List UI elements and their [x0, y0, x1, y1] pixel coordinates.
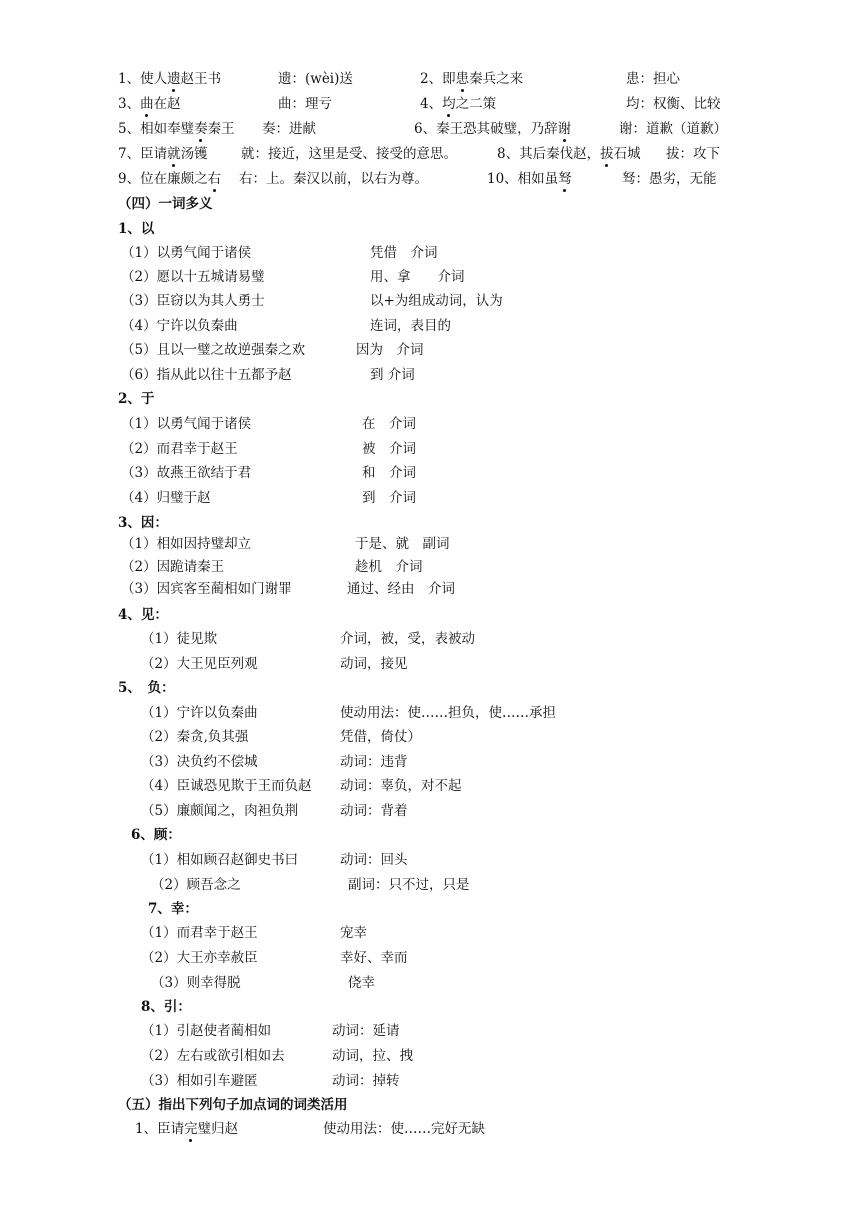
meaning: 动词：延请	[332, 1023, 400, 1039]
example-sentence: （3）因宾客至蔺相如门谢罪	[121, 581, 292, 597]
vocab-gloss: 奏：进献	[262, 121, 316, 137]
meaning: 用、拿 介词	[370, 269, 465, 285]
emphasis-dot-char: 就	[167, 146, 181, 162]
meaning: 动词：违背	[340, 754, 408, 770]
vocab-gloss: 右：上。秦汉以前，以右为尊。	[239, 171, 428, 187]
vocab-sentence: 9、位在廉颇之右	[118, 171, 222, 187]
vocab-gloss: 遗：(wèi)送	[278, 71, 353, 87]
emphasis-dot-char: 右	[207, 171, 222, 187]
group-heading: 8、引：	[141, 999, 191, 1015]
example-sentence: （5）且以一璧之故逆强秦之欢	[121, 342, 306, 358]
example-sentence: （3）决负约不偿城	[141, 754, 258, 770]
meaning: 于是、就 副词	[355, 536, 450, 552]
example-sentence: （1）而君幸于赵王	[141, 925, 258, 941]
vocab-gloss: 就：接近，这里是受、接受的意思。	[241, 146, 457, 162]
example-sentence: （1）宁许以负秦曲	[141, 705, 258, 721]
meaning: 介词，被，受，表被动	[340, 631, 475, 647]
example-sentence: （1）以勇气闻于诸侯	[121, 416, 252, 432]
vocab-gloss: 拔：攻下	[666, 146, 720, 162]
emphasis-dot-char: 拔	[600, 146, 614, 162]
emphasis-dot-char: 谢	[557, 121, 572, 137]
vocab-sentence: 7、臣请就汤镬	[118, 146, 208, 162]
emphasis-dot-char: 遗	[167, 71, 181, 87]
section-title: （四）一词多义	[118, 196, 213, 212]
meaning: 在 介词	[362, 416, 416, 432]
example-sentence: 1、臣请完璧归赵	[135, 1121, 239, 1137]
example-sentence: （1）引赵使者蔺相如	[141, 1023, 272, 1039]
group-heading: 7、幸：	[148, 901, 198, 917]
example-sentence: （2）大王亦幸赦臣	[141, 950, 258, 966]
vocab-sentence: 1、使人遗赵王书	[118, 71, 222, 87]
vocab-sentence: 8、其后秦伐赵，拔石城	[497, 146, 641, 162]
meaning: 凭借，倚仗）	[340, 729, 421, 745]
emphasis-dot-char: 奏	[194, 121, 208, 137]
section-title: （五）指出下列句子加点词的词类活用	[118, 1097, 348, 1113]
meaning: 因为 介词	[356, 342, 424, 358]
meaning: 动词：回头	[340, 852, 408, 868]
example-sentence: （2）而君幸于赵王	[121, 441, 238, 457]
example-sentence: （1）以勇气闻于诸侯	[121, 245, 252, 261]
vocab-gloss: 均：权衡、比较	[626, 96, 721, 112]
meaning: 到 介词	[370, 367, 415, 383]
meaning: 凭借 介词	[370, 245, 438, 261]
group-heading: 2、于	[118, 391, 155, 407]
emphasis-dot-char: 患	[455, 71, 470, 87]
vocab-sentence: 6、秦王恐其破璧，乃辞谢	[414, 121, 572, 137]
emphasis-dot-char: 曲	[140, 96, 154, 112]
meaning: 动词：掉转	[332, 1073, 400, 1089]
vocab-sentence: 3、曲在赵	[118, 96, 181, 112]
vocab-sentence: 4、均之二策	[420, 96, 497, 112]
group-heading: 4、见：	[118, 607, 168, 623]
meaning: 以+为组成动词，认为	[370, 293, 503, 309]
example-sentence: （2）左右或欲引相如去	[141, 1048, 285, 1064]
example-sentence: （2）大王见臣列观	[141, 656, 258, 672]
meaning: 连词，表目的	[370, 318, 451, 334]
vocab-sentence: 10、相如虽驽	[487, 171, 572, 187]
meaning: 副词：只不过，只是	[348, 877, 470, 893]
vocab-gloss: 患：担心	[626, 71, 680, 87]
example-sentence: （2）因跪请秦王	[121, 559, 225, 575]
example-sentence: （5）廉颇闻之，肉袒负荆	[141, 803, 299, 819]
vocab-gloss: 驽：愚劣，无能	[622, 171, 717, 187]
example-sentence: （4）宁许以负秦曲	[121, 318, 238, 334]
meaning: 和 介词	[362, 465, 416, 481]
example-sentence: （3）相如引车避匿	[141, 1073, 258, 1089]
example-sentence: （6）指从此以往十五都予赵	[121, 367, 292, 383]
emphasis-dot-char: 均	[442, 96, 456, 112]
meaning: 动词，接见	[340, 656, 408, 672]
example-sentence: （3）则幸得脱	[151, 975, 241, 991]
example-sentence: （1）徒见欺	[141, 631, 218, 647]
group-heading: 3、因：	[118, 515, 168, 531]
example-sentence: （2）愿以十五城请易璧	[121, 269, 265, 285]
meaning: 动词：辜负，对不起	[340, 778, 462, 794]
vocab-sentence: 2、即患秦兵之来	[420, 71, 524, 87]
meaning: 到 介词	[362, 490, 416, 506]
meaning: 被 介词	[362, 441, 416, 457]
vocab-sentence: 5、相如奉璧奏秦王	[118, 121, 235, 137]
group-heading: 6、顾：	[131, 827, 181, 843]
meaning: 使动用法：使……担负，使……承担	[340, 705, 556, 721]
emphasis-dot-char: 驽	[558, 171, 572, 187]
emphasis-dot-char: 完	[184, 1121, 198, 1137]
meaning: 侥幸	[348, 975, 375, 991]
meaning: 幸好、幸而	[340, 950, 408, 966]
meaning: 通过、经由 介词	[347, 581, 455, 597]
vocab-gloss: 曲：理亏	[278, 96, 332, 112]
vocab-gloss: 谢：道歉（道歉）	[619, 121, 727, 137]
meaning: 趁机 介词	[355, 559, 423, 575]
group-heading: 1、以	[118, 221, 155, 237]
group-heading: 5、 负：	[118, 680, 175, 696]
example-sentence: （1）相如顾召赵御史书曰	[141, 852, 299, 868]
meaning: 宠幸	[340, 925, 367, 941]
example-sentence: （1）相如因持璧却立	[121, 536, 252, 552]
meaning: 使动用法：使……完好无缺	[323, 1121, 485, 1137]
example-sentence: （4）归璧于赵	[121, 490, 211, 506]
example-sentence: （3）臣窃以为其人勇士	[121, 293, 265, 309]
meaning: 动词：背着	[340, 803, 408, 819]
example-sentence: （3）故燕王欲结于君	[121, 465, 252, 481]
example-sentence: （2）顾吾念之	[151, 877, 241, 893]
example-sentence: （2）秦贪,负其强	[141, 729, 249, 745]
example-sentence: （4）臣诚恐见欺于王而负赵	[141, 778, 312, 794]
meaning: 动词，拉、拽	[332, 1048, 413, 1064]
